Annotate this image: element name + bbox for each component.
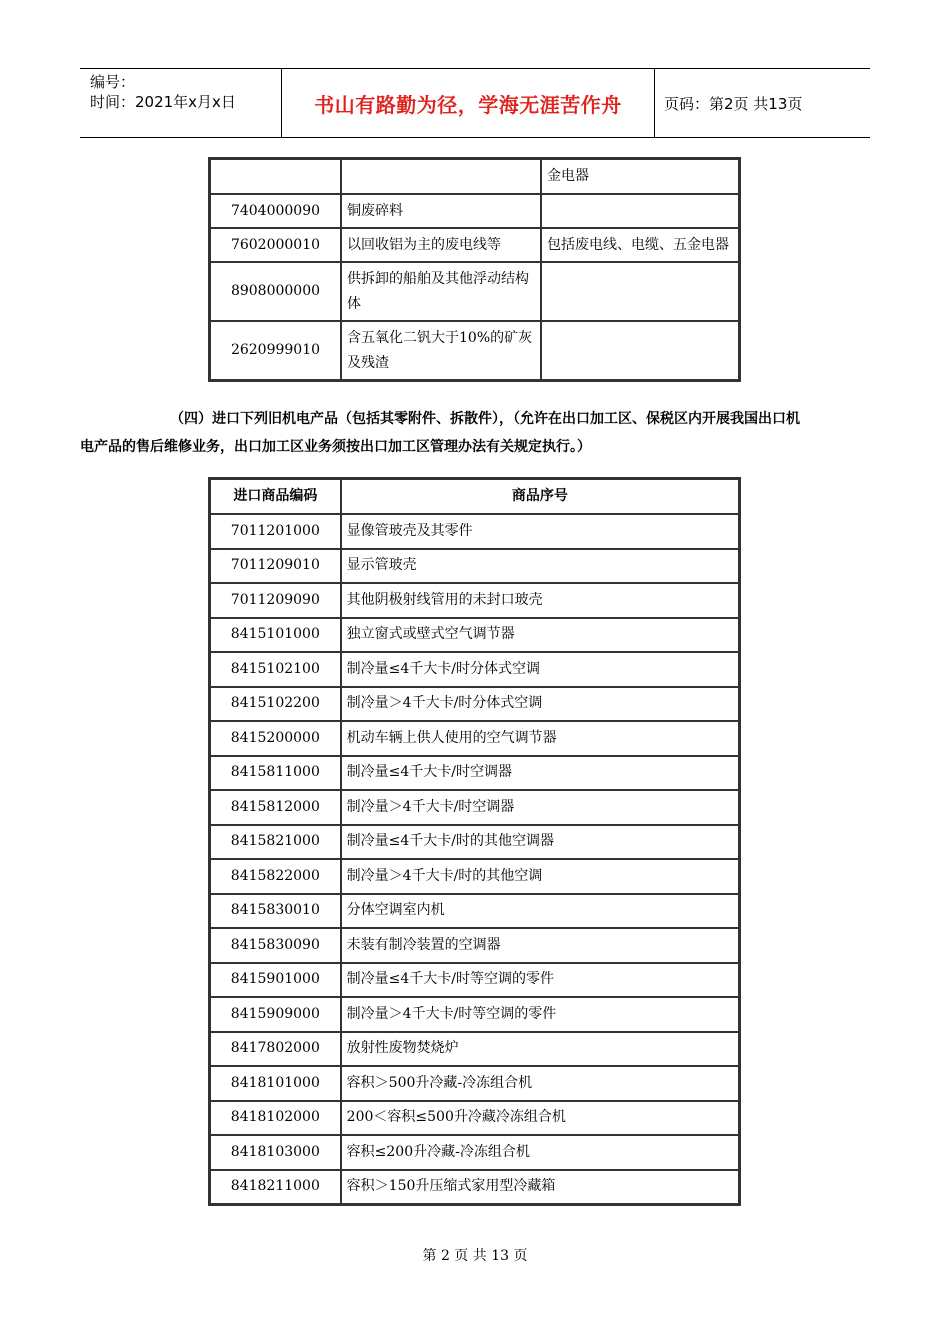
product-code: 8417802000	[210, 1032, 341, 1067]
product-code: 8415821000	[210, 825, 341, 860]
document-time-label: 时间：2021年x月x日	[90, 93, 236, 111]
table-row	[210, 262, 739, 321]
page-header	[80, 68, 870, 138]
product-name: 制冷量≤4千大卡/时空调器	[341, 756, 739, 791]
product-note	[541, 321, 739, 380]
product-name	[341, 159, 541, 194]
product-code: 8418103000	[210, 1135, 341, 1170]
product-code: 2620999010	[210, 321, 341, 380]
product-code: 8418101000	[210, 1066, 341, 1101]
product-name: 容积≤200升冷藏-冷冻组合机	[341, 1135, 739, 1170]
product-name: 未装有制冷装置的空调器	[341, 928, 739, 963]
table-row	[210, 1066, 739, 1101]
product-code: 8415812000	[210, 790, 341, 825]
table-row	[210, 228, 739, 262]
header-page-info: 页码：第2页 共13页	[664, 94, 803, 113]
table-row	[210, 963, 739, 998]
product-name: 容积＞150升压缩式家用型冷藏箱	[341, 1170, 739, 1205]
product-code: 7011209090	[210, 583, 341, 618]
table-row	[210, 618, 739, 653]
table-row	[210, 159, 739, 194]
product-code: 8415101000	[210, 618, 341, 653]
product-name: 制冷量＞4千大卡/时分体式空调	[341, 687, 739, 722]
table-row	[210, 687, 739, 722]
product-code: 8418211000	[210, 1170, 341, 1205]
product-code: 8415102200	[210, 687, 341, 722]
product-code: 8908000000	[210, 262, 341, 321]
product-name: 机动车辆上供人使用的空气调节器	[341, 721, 739, 756]
table-row	[210, 652, 739, 687]
product-name: 其他阴极射线管用的未封口玻壳	[341, 583, 739, 618]
table-row	[210, 583, 739, 618]
product-name: 制冷量＞4千大卡/时的其他空调	[341, 859, 739, 894]
product-name: 制冷量＞4千大卡/时空调器	[341, 790, 739, 825]
header-motto: 书山有路勤为径，学海无涯苦作舟	[314, 92, 622, 117]
waste-materials-table	[208, 157, 741, 382]
product-name: 分体空调室内机	[341, 894, 739, 929]
table-row	[210, 928, 739, 963]
product-name: 制冷量≤4千大卡/时分体式空调	[341, 652, 739, 687]
product-name: 制冷量＞4千大卡/时等空调的零件	[341, 997, 739, 1032]
product-name: 铜废碎料	[341, 194, 541, 228]
product-code: 8418102000	[210, 1101, 341, 1136]
product-name: 放射性废物焚烧炉	[341, 1032, 739, 1067]
product-note: 包括废电线、电缆、五金电器	[541, 228, 739, 262]
table-row	[210, 997, 739, 1032]
table-row	[210, 194, 739, 228]
product-code: 8415200000	[210, 721, 341, 756]
product-name: 供拆卸的船舶及其他浮动结构体	[341, 262, 541, 321]
product-name: 容积＞500升冷藏-冷冻组合机	[341, 1066, 739, 1101]
product-name: 200＜容积≤500升冷藏冷冻组合机	[341, 1101, 739, 1136]
product-note	[541, 194, 739, 228]
product-name: 制冷量≤4千大卡/时等空调的零件	[341, 963, 739, 998]
table-row	[210, 790, 739, 825]
table-row	[210, 321, 739, 380]
table-row	[210, 825, 739, 860]
product-name: 以回收铝为主的废电线等	[341, 228, 541, 262]
product-code: 8415830090	[210, 928, 341, 963]
column-header-code: 进口商品编码	[210, 479, 341, 514]
header-meta	[80, 69, 280, 137]
product-code: 8415811000	[210, 756, 341, 791]
section-paragraph-text: （四）进口下列旧机电产品（包括其零附件、拆散件），（允许在出口加工区、保税区内开展我国出口机电产品的售后维修业务，出口加工区业务须按出口加工区管理办法有关规定执行。）	[80, 411, 800, 455]
table-row	[210, 756, 739, 791]
section-paragraph	[80, 405, 810, 461]
product-code: 7602000010	[210, 228, 341, 262]
product-code: 8415909000	[210, 997, 341, 1032]
page-footer: 第 2 页 共 13 页	[422, 1248, 528, 1264]
table-row	[210, 1135, 739, 1170]
table-row	[210, 1101, 739, 1136]
column-header-name: 商品序号	[341, 479, 739, 514]
product-name: 显示管玻壳	[341, 549, 739, 584]
table-row	[210, 1032, 739, 1067]
table-row	[210, 721, 739, 756]
product-name: 独立窗式或壁式空气调节器	[341, 618, 739, 653]
product-code: 7011201000	[210, 514, 341, 549]
product-code: 8415901000	[210, 963, 341, 998]
product-code: 7404000090	[210, 194, 341, 228]
product-name: 含五氧化二钒大于10%的矿灰及残渣	[341, 321, 541, 380]
product-code	[210, 159, 341, 194]
product-code: 7011209010	[210, 549, 341, 584]
table-row	[210, 514, 739, 549]
product-note	[541, 262, 739, 321]
product-code: 8415102100	[210, 652, 341, 687]
header-divider	[654, 69, 655, 137]
table-header-row	[210, 479, 739, 514]
product-name: 制冷量≤4千大卡/时的其他空调器	[341, 825, 739, 860]
table-row	[210, 859, 739, 894]
table-row	[210, 1170, 739, 1205]
product-code: 8415830010	[210, 894, 341, 929]
product-code: 8415822000	[210, 859, 341, 894]
table-row	[210, 549, 739, 584]
table-row	[210, 894, 739, 929]
used-electromechanical-products-table	[208, 477, 741, 1206]
document-number-label: 编号：	[90, 73, 136, 91]
product-note: 金电器	[541, 159, 739, 194]
product-name: 显像管玻壳及其零件	[341, 514, 739, 549]
